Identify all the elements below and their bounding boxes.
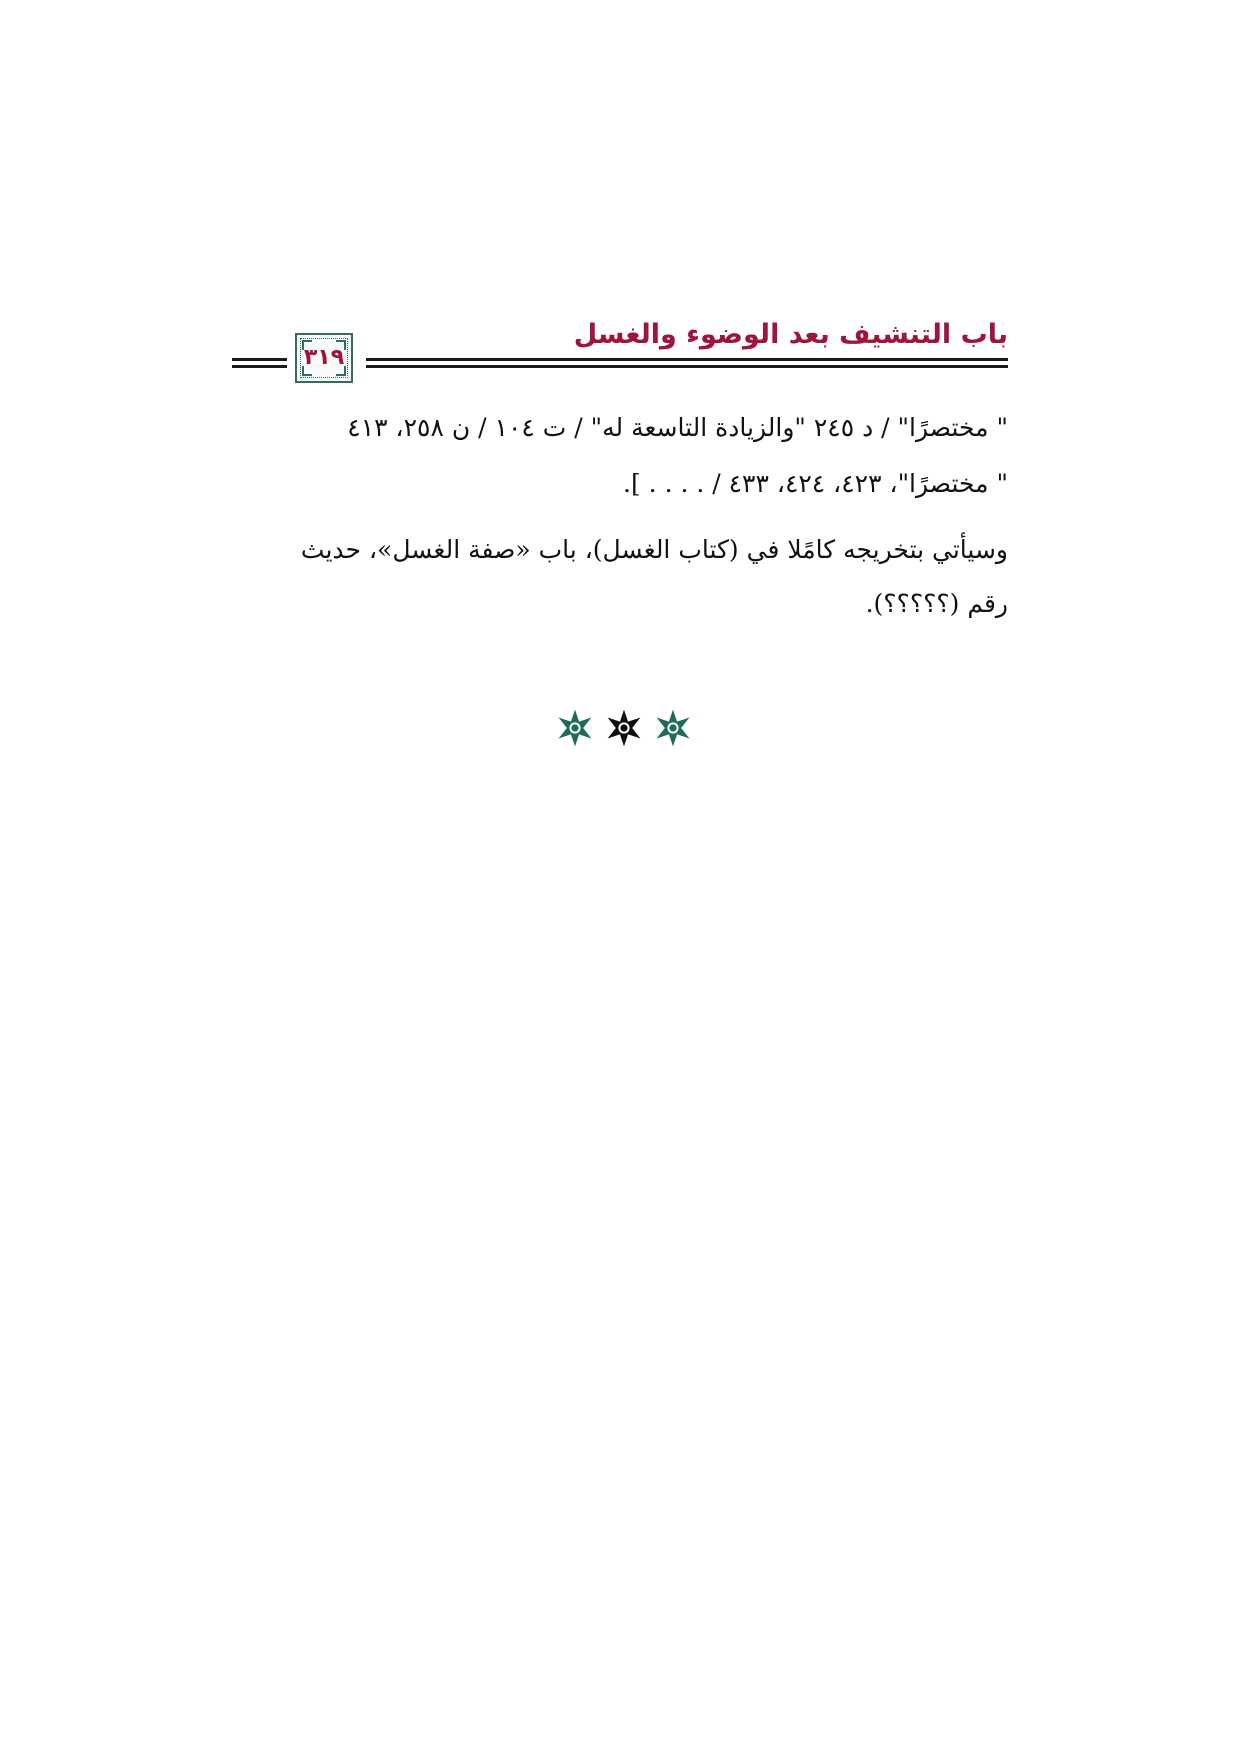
chapter-title: باب التنشيف بعد الوضوء والغسل [573, 319, 1008, 350]
page-number: ٣١٩ [303, 345, 345, 370]
paragraph-line: رقم (؟؟؟؟؟). [865, 589, 1008, 618]
flower-ornament-icon [606, 710, 642, 746]
paragraph-line: وسيأتي بتخريجه كامًلا في (كتاب الغسل)، باب «صفة الغسل»، حديث [300, 535, 1008, 564]
citation-line: " مختصرًا"، ٤٢٣، ٤٢٤، ٤٣٣ / . . . . ]. [623, 469, 1008, 498]
page-number-badge [295, 333, 353, 383]
header-rule-right-top [366, 358, 1008, 361]
flower-ornament-icon [655, 710, 691, 746]
section-end-ornaments [557, 708, 691, 748]
header-rule-left-top [232, 358, 287, 361]
flower-ornament-icon [557, 710, 593, 746]
header-rule-right-bottom [366, 365, 1008, 368]
header-rule-left-bottom [232, 365, 287, 368]
citation-line: " مختصرًا" / د ٢٤٥ "والزيادة التاسعة له" / ت ١٠٤ / ن ٢٥٨، ٤١٣ [347, 413, 1008, 442]
